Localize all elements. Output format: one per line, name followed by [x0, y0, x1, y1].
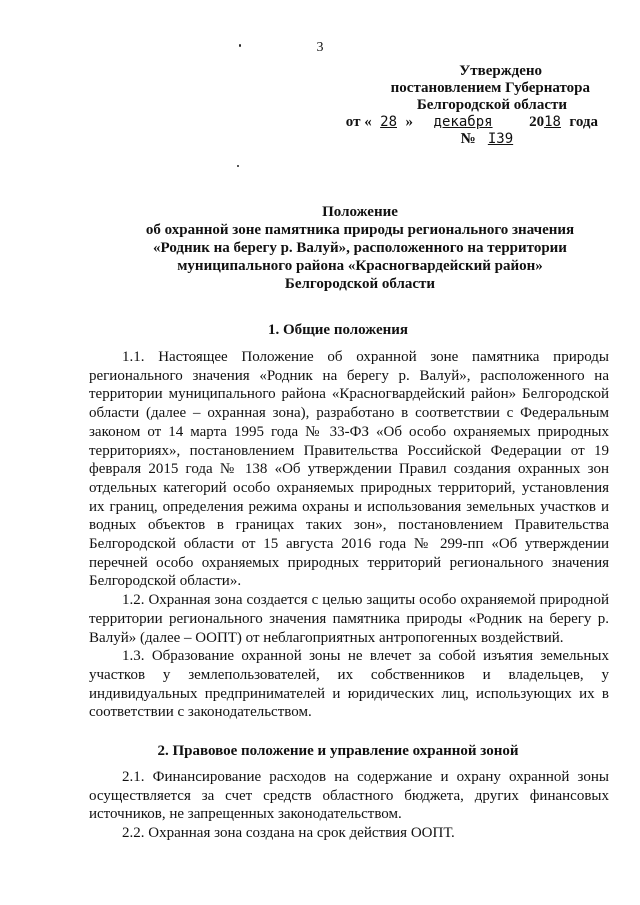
- date-month: декабря: [433, 114, 493, 130]
- paragraph-1-2: 1.2. Охранная зона создается с целью защиты особо охраняемой природной территории регионального значения памятника природы «Родник на берегу р. Валуй» (далее – ООПТ) от неблагоприятных антропогенных воздействий.: [89, 592, 609, 646]
- section-2-heading: 2. Правовое положение и управление охранной зоной: [157, 743, 519, 759]
- section-1-body: [89, 348, 609, 722]
- date-day: 28: [380, 114, 397, 130]
- date-year-word: года: [569, 114, 598, 130]
- approval-stamp: [0, 63, 598, 148]
- title-line: об охранной зоне памятника природы регионального значения: [145, 222, 575, 238]
- approval-line: Белгородской области: [416, 97, 567, 113]
- paragraph-1-1: 1.1. Настоящее Положение об охранной зоне памятника природы регионального значения «Родник на берегу р. Валуй», расположенного на территории муниципального района «Красногвардейский район» Белгородской области (далее – охранная зона), разработано в соответствии с Федеральным законом от 14 марта 1995 года № 33-ФЗ «Об особо охраняемых природных территориях», постановлением Правительства Российской Федерации от 19 февраля 2015 года № 138 «Об утверждении Правил создания охранных зон отдельных категорий особо охраняемых природных территорий, установления их границ, определения режима охраны и использования земельных участков и водных объектов в границах таких зон», постановлением Правительства Белгородской области от 15 августа 2016 года № 299-пп «Об утверждении перечней особо охраняемых природных территорий регионального значения Белгородской области».: [89, 349, 609, 590]
- scan-speck: [239, 44, 241, 47]
- page-number: 3: [316, 40, 324, 55]
- title-line: муниципального района «Красногвардейский район»: [177, 258, 543, 274]
- document-title: [60, 203, 640, 293]
- paragraph-2-2: 2.2. Охранная зона создана на срок действия ООПТ.: [122, 825, 455, 842]
- approval-line: постановлением Губернатора: [390, 80, 590, 96]
- approval-date: [0, 114, 598, 131]
- title-line: Белгородской области: [284, 276, 436, 292]
- approval-number: [0, 131, 598, 148]
- date-year-suffix: 18: [544, 114, 561, 130]
- number-value: I39: [487, 131, 514, 147]
- title-line: Положение: [322, 204, 398, 220]
- paragraph-1-3: 1.3. Образование охранной зоны не влечет за собой изъятия земельных участков у землепользователей, их собственников и владельцев, у индивидуальных предпринимателей и юридических лиц, использующих их в соответствии с законодательством.: [89, 648, 609, 721]
- date-year-prefix: 20: [529, 114, 545, 130]
- paragraph-2-1: 2.1. Финансирование расходов на содержание и охрану охранной зоны осуществляется за счет средств областного бюджета, других финансовых источников, не запрещенных законодательством.: [89, 769, 609, 823]
- approval-line: Утверждено: [459, 63, 542, 79]
- scan-speck: [237, 165, 239, 167]
- section-2-body: [89, 768, 609, 843]
- title-line: «Родник на берегу р. Валуй», расположенного на территории: [153, 240, 567, 256]
- date-prefix: от «: [345, 114, 372, 130]
- date-mid: »: [405, 114, 413, 130]
- section-1-heading: 1. Общие положения: [267, 322, 409, 338]
- number-prefix: №: [460, 131, 476, 147]
